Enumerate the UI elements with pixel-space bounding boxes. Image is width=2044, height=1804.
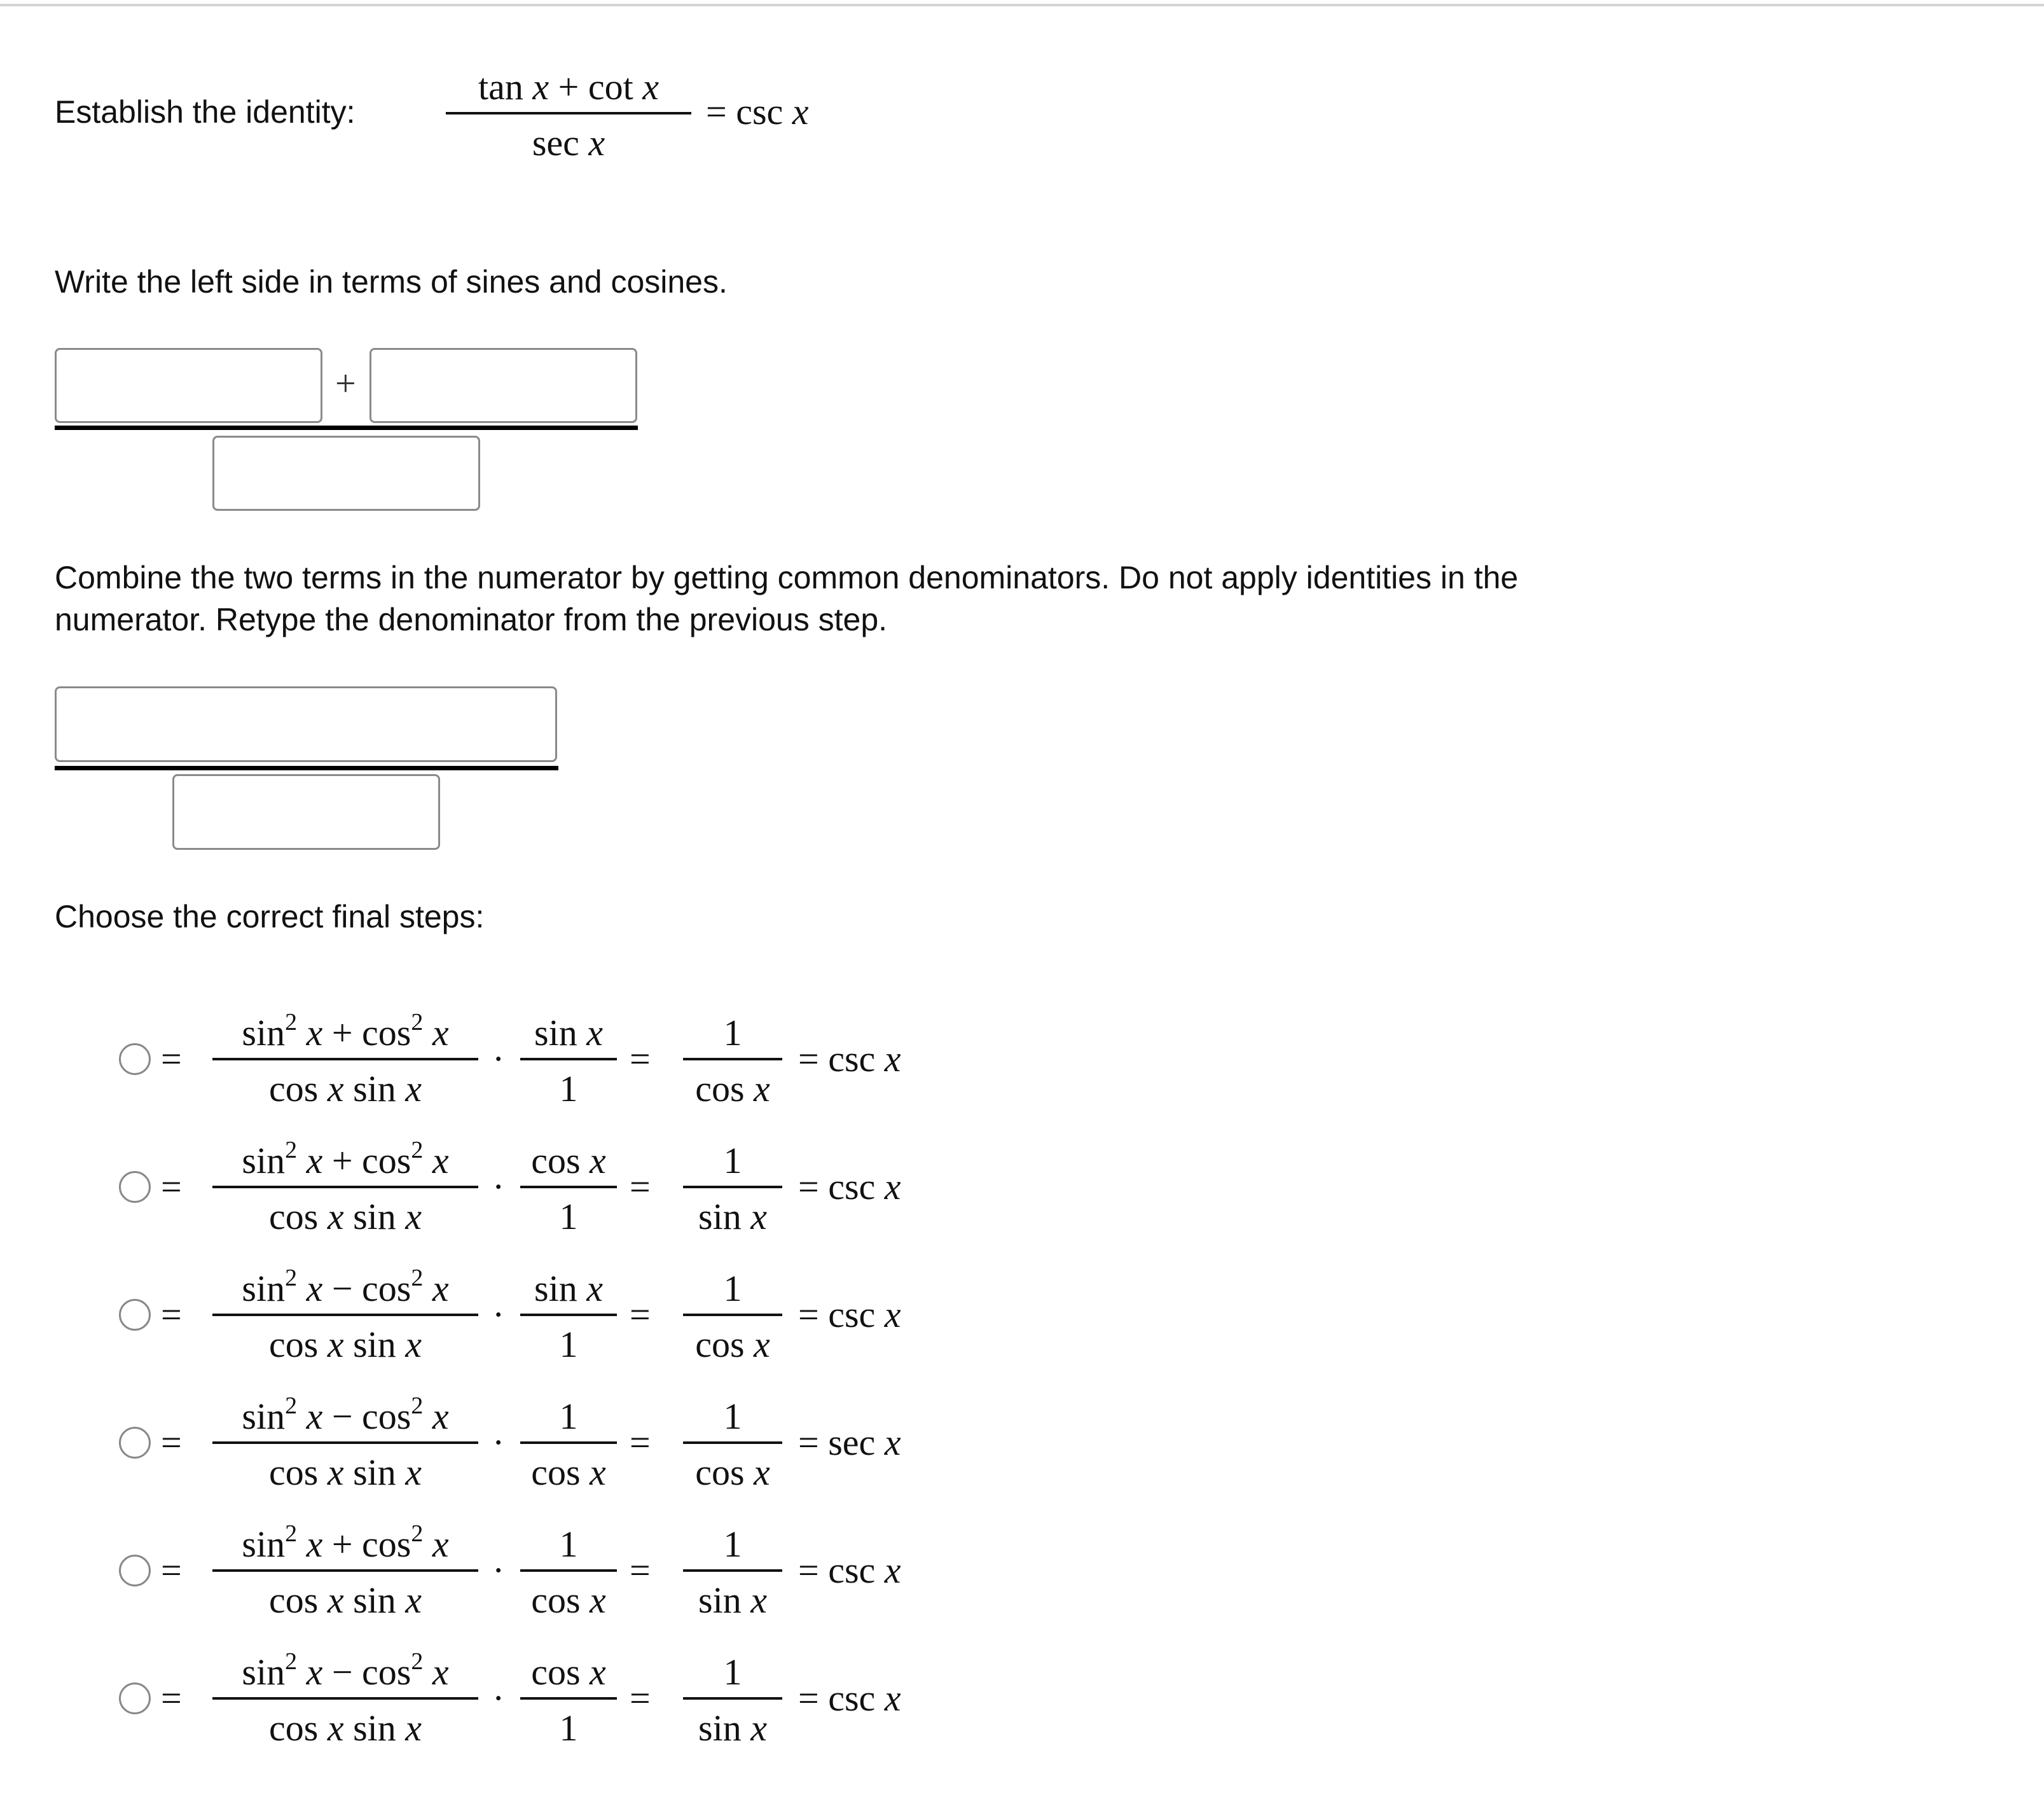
multiply-dot: · bbox=[492, 1677, 505, 1719]
combined-numerator-input[interactable] bbox=[55, 686, 557, 762]
equals-sign: = bbox=[630, 1038, 651, 1079]
numerator: 1 bbox=[723, 1140, 742, 1181]
fraction-bar bbox=[683, 1058, 782, 1060]
equals-sign: = bbox=[630, 1422, 651, 1463]
numerator: 1 bbox=[723, 1651, 742, 1693]
fraction-bar bbox=[520, 1314, 617, 1316]
denominator: cos x sin x bbox=[268, 1196, 422, 1237]
denominator: cos x bbox=[531, 1579, 606, 1621]
denominator: sin x bbox=[698, 1196, 767, 1237]
fraction-bar bbox=[55, 766, 558, 770]
denominator: 1 bbox=[559, 1068, 578, 1109]
denominator-input[interactable] bbox=[212, 436, 480, 511]
numerator: sin x bbox=[534, 1012, 603, 1053]
fraction-bar bbox=[520, 1058, 617, 1060]
result: = csc x bbox=[798, 1166, 901, 1207]
equals-sign: = bbox=[161, 1294, 182, 1335]
multiply-dot: · bbox=[492, 1038, 505, 1079]
result: = csc x bbox=[798, 1677, 901, 1719]
radio-button[interactable] bbox=[119, 1555, 151, 1586]
numerator: 1 bbox=[559, 1396, 578, 1437]
numerator: 1 bbox=[723, 1396, 742, 1437]
result: = csc x bbox=[798, 1294, 901, 1335]
multiply-dot: · bbox=[492, 1166, 505, 1207]
numerator: cos x bbox=[531, 1651, 606, 1693]
denominator: cos x bbox=[695, 1068, 770, 1109]
equals-sign: = bbox=[161, 1166, 182, 1207]
denominator: cos x bbox=[531, 1452, 606, 1493]
numerator: $\sin^2 x + \cos^2 x$ bbox=[242, 1520, 449, 1565]
identity-numerator: tan x + cot x bbox=[478, 66, 659, 108]
fraction-bar bbox=[55, 426, 638, 430]
numerator: $\sin^2 x - \cos^2 x$ bbox=[242, 1264, 449, 1309]
combined-denominator-input[interactable] bbox=[172, 774, 440, 850]
result: = csc x bbox=[798, 1550, 901, 1591]
denominator: sin x bbox=[698, 1579, 767, 1621]
equals-sign: = bbox=[161, 1550, 182, 1591]
denominator: 1 bbox=[559, 1707, 578, 1749]
fraction-bar bbox=[683, 1314, 782, 1316]
fraction-bar bbox=[683, 1441, 782, 1444]
numerator: $\sin^2 x + \cos^2 x$ bbox=[242, 1008, 449, 1053]
numerator: 1 bbox=[723, 1523, 742, 1565]
term1-input[interactable] bbox=[55, 348, 322, 423]
equals-sign: = bbox=[630, 1677, 651, 1719]
result: = sec x bbox=[798, 1422, 901, 1463]
fraction-bar bbox=[212, 1697, 478, 1700]
identity-denominator: sec x bbox=[532, 122, 605, 163]
step3-instruction: Choose the correct final steps: bbox=[55, 899, 485, 934]
radio-button[interactable] bbox=[119, 1683, 151, 1714]
denominator: 1 bbox=[559, 1196, 578, 1237]
denominator: cos x sin x bbox=[268, 1068, 422, 1109]
multiply-dot: · bbox=[492, 1422, 505, 1463]
fraction-bar bbox=[683, 1569, 782, 1572]
fraction-bar bbox=[520, 1697, 617, 1700]
fraction-bar bbox=[212, 1569, 478, 1572]
fraction-bar bbox=[212, 1058, 478, 1060]
plus-sign: + bbox=[335, 363, 356, 404]
denominator: cos x bbox=[695, 1452, 770, 1493]
equals-sign: = bbox=[161, 1038, 182, 1079]
step2-instruction-line2: numerator. Retype the denominator from the previous step. bbox=[55, 602, 888, 637]
step2-instruction-line1: Combine the two terms in the numerator by getting common denominators. Do not apply identities in the bbox=[55, 560, 1519, 595]
prompt-label: Establish the identity: bbox=[55, 94, 356, 130]
numerator: $\sin^2 x - \cos^2 x$ bbox=[242, 1648, 449, 1693]
denominator: cos x bbox=[695, 1324, 770, 1365]
fraction-bar bbox=[212, 1314, 478, 1316]
numerator: 1 bbox=[723, 1268, 742, 1309]
fraction-bar bbox=[520, 1441, 617, 1444]
fraction-bar bbox=[212, 1186, 478, 1188]
fraction-bar bbox=[446, 112, 691, 114]
denominator: 1 bbox=[559, 1324, 578, 1365]
fraction-bar bbox=[683, 1186, 782, 1188]
radio-button[interactable] bbox=[119, 1043, 151, 1075]
top-divider bbox=[0, 4, 2044, 6]
numerator: 1 bbox=[559, 1523, 578, 1565]
equals-sign: = bbox=[630, 1166, 651, 1207]
step1-instruction: Write the left side in terms of sines and cosines. bbox=[55, 264, 728, 300]
denominator: cos x sin x bbox=[268, 1324, 422, 1365]
equals-sign: = bbox=[630, 1550, 651, 1591]
denominator: cos x sin x bbox=[268, 1452, 422, 1493]
multiply-dot: · bbox=[492, 1550, 505, 1591]
identity-rhs: = csc x bbox=[706, 91, 809, 132]
fraction-bar bbox=[520, 1569, 617, 1572]
fraction-bar bbox=[520, 1186, 617, 1188]
fraction-bar bbox=[683, 1697, 782, 1700]
term2-input[interactable] bbox=[369, 348, 637, 423]
numerator: $\sin^2 x + \cos^2 x$ bbox=[242, 1136, 449, 1181]
denominator: cos x sin x bbox=[268, 1707, 422, 1749]
equals-sign: = bbox=[161, 1677, 182, 1719]
denominator: sin x bbox=[698, 1707, 767, 1749]
radio-button[interactable] bbox=[119, 1427, 151, 1459]
equals-sign: = bbox=[161, 1422, 182, 1463]
radio-button[interactable] bbox=[119, 1171, 151, 1203]
numerator: cos x bbox=[531, 1140, 606, 1181]
radio-button[interactable] bbox=[119, 1299, 151, 1331]
equals-sign: = bbox=[630, 1294, 651, 1335]
result: = csc x bbox=[798, 1038, 901, 1079]
multiply-dot: · bbox=[492, 1294, 505, 1335]
fraction-bar bbox=[212, 1441, 478, 1444]
numerator: $\sin^2 x - \cos^2 x$ bbox=[242, 1392, 449, 1437]
denominator: cos x sin x bbox=[268, 1579, 422, 1621]
numerator: 1 bbox=[723, 1012, 742, 1053]
numerator: sin x bbox=[534, 1268, 603, 1309]
